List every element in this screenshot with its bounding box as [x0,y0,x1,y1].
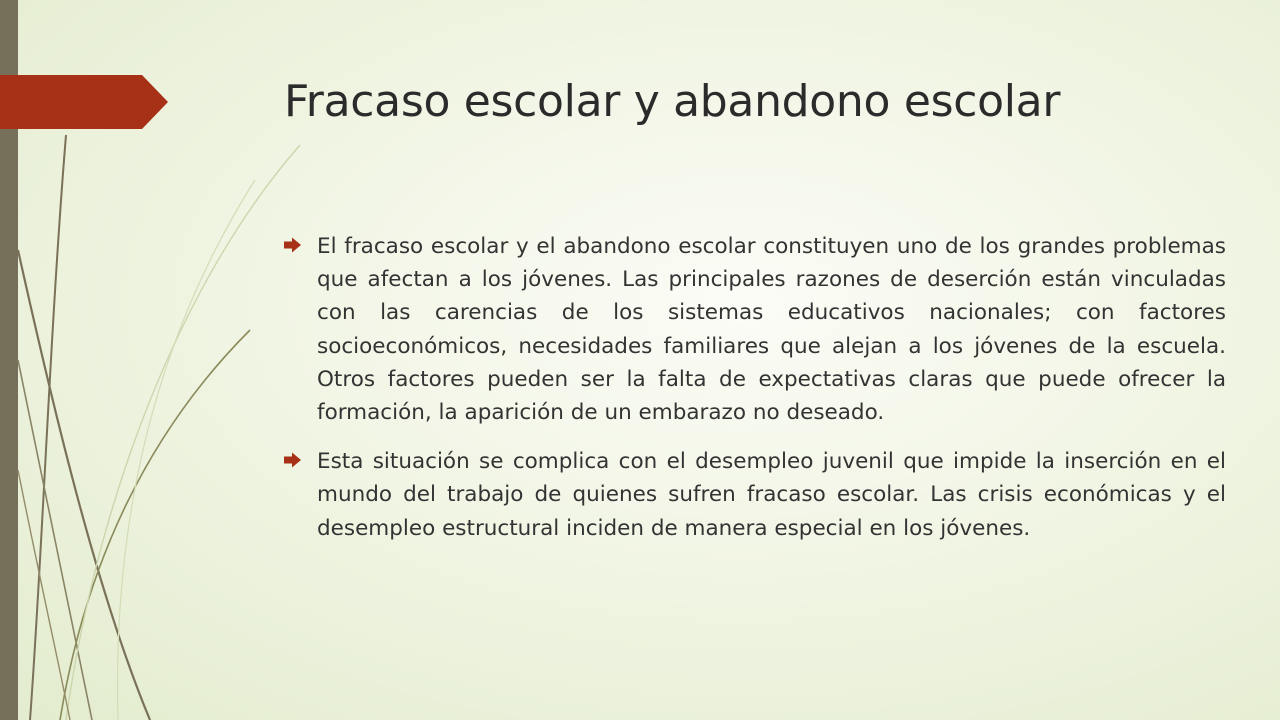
stem-line [18,250,150,720]
bullet-text: El fracaso escolar y el abandono escolar constituyen uno de los grandes problemas que afectan a los jóvenes. Las principales razones de deserción están vinculadas con las carencias de los sistemas educativos nacionales; con factores socioeconómicos, necesidades familiares que alejan a los jóvenes de la escuela. Otros factores pueden ser la falta de expectativas claras que puede ofrecer la formación, la aparición de un embarazo no deseado. [317,234,1226,426]
stem-line [66,145,300,720]
stem-line [18,470,70,720]
title-arrow-shape [0,75,168,129]
bullet-item [284,445,1226,545]
stem-line [117,180,255,720]
bullet-text: Esta situación se complica con el desempleo juvenil que impide la inserción en el mundo del trabajo de quienes sufren fracaso escolar. Las crisis económicas y el desempleo estructural inciden de manera especial en los jóvenes. [317,449,1226,541]
arrow-bullet-icon [284,236,302,254]
bullet-list [284,230,1226,561]
slide-title: Fracaso escolar y abandono escolar [284,76,1061,127]
arrow-bullet-icon [284,451,302,469]
bullet-item [284,230,1226,429]
stem-line [18,360,92,720]
